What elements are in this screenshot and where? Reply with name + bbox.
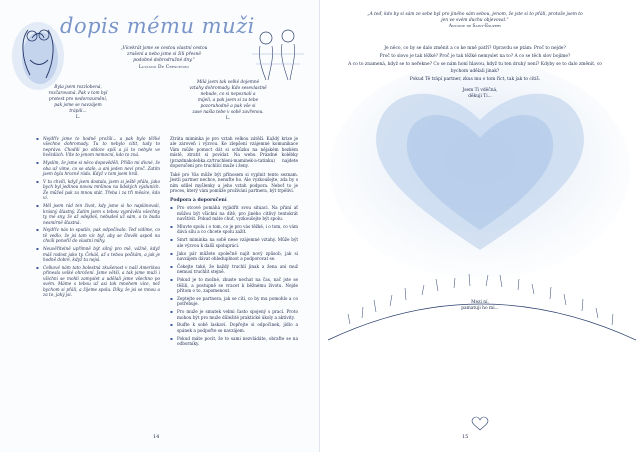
quote-signature: L.: [75, 115, 81, 120]
quote-line: zrušení a nebo jsme si žili přesně: [127, 52, 201, 58]
letter-item: ▪ Celkové nám tato bolestná zkušenost v naší Amerikou přinesla velké ohrožení. Jsme větší, a tak jsme muži i všichni se mohli zamyslet a udělali jsme všechno po svém. Máme s tebou už asi tak mnohem více, než bychom si přáli, a žijeme spolu. Díky, že jsi se mnou a za to, jaký jsi.: [36, 265, 160, 298]
advice-item: ▪ Čekejte také, že každý truchlí jinak a žena ani muž nemusí truchlit stejně.: [170, 264, 298, 275]
letters-list: [36, 136, 160, 298]
body-line: Je něco, co by se dalo změnit a co ke mně patří? Opravdu se ptám: Proč to nejde?: [384, 46, 566, 51]
sketch-head-right: [282, 30, 294, 42]
advice-item: ▪ Pro muže je smutek velmi často spojený s prací. Proto mohou být pro muže důležité praktické úkoly a aktivity.: [170, 309, 298, 320]
caption-line: děkuji Ti...: [468, 94, 492, 100]
page-number: 15: [462, 434, 469, 440]
right-page-quote: [364, 12, 586, 31]
caption-line: Mezi ní,: [471, 300, 489, 305]
quote-text: „A teď, kdo by si sám ze sebe byl pro jiného sám sebou, jenom, že jste si to přáli, protože jsem to jen ve svém duchu objevoval.“: [367, 12, 583, 24]
intro-paragraph: Také pro Vás může být přínosem si vyplnit tento seznam. Jestli partner nechce, nenuťte ho. Ale vyzkoušejte, zda by s ním sdílel myšlenky a jeho vztah podpora. Neboť to je proces, který vám pomůže prožívání partnera, být trpěliví.: [170, 171, 298, 194]
letter-item: ▪ Nejdřív nás to sputilo, pak odpočívalo. Teď vidíme, co tě vedlo, že jsi tam víc byl, aby se člověk aspoň na chvíli ponořil do vlastní mlhy.: [36, 227, 160, 243]
body-line: Proč to slovo je tak těžké? Proč je tak těžké nemyslet na to? A co se těch slov bojíme?: [379, 54, 571, 60]
quote-line: pak jsme se navzájem: [54, 103, 102, 108]
section-heading: Podpora a doporučení: [170, 197, 227, 203]
quote-line: podobné dobrodružné dny.“: [133, 58, 195, 64]
advice-item: ▪ Pro otcové pomáhá vyjádřit svou situaci. Na přání ať můžou být všichni na dítě, pro jiného citlivý tentokrát navštívit. Pokud máte chuť, vyzkoušejte být spolu.: [170, 205, 298, 221]
advice-item: ▪ Mluvte spolu i o tom, co je pro vás těžké, i o tom, co vám dává sílu a co chcete spolu zažít.: [170, 224, 298, 235]
cloud-caption: [440, 88, 520, 100]
quote-line: „Vícekrát jsme se cestou vlastní cestou: [120, 46, 208, 51]
advice-item: ▪ Pokud je to možné, zkuste nechat na čas, nač jste se těšili, a postupně se vracet k běžnému životu. Nejde přitom o to, zapomenout.: [170, 277, 298, 293]
letter-item: ▪ Myslím, že jsme si něco dopověděli. Přišlo mi divné, že oba už víme, co se stalo, a ani jeden neví proč. Zatím jsem byla hrozně ráda. Když v tom jsem hrál.: [36, 160, 160, 176]
right-page-body: [346, 46, 604, 85]
quote-signature: L.: [225, 116, 231, 121]
quote-line: protest pro nedorozumění,: [48, 97, 108, 102]
advice-item: ▪ Smrt miminka na sobě nese vzájemné vztahy. Může být ale výzvou k další spolupráci.: [170, 237, 298, 248]
quote-line: rozčarovaná. Pak v tom byl: [48, 91, 108, 96]
opening-quote: [85, 46, 243, 71]
quote-line: zase našla tebe v sobě zavřenou.: [192, 110, 264, 115]
right-page: [320, 0, 640, 452]
advice-list: [170, 205, 298, 346]
quote-line: pozoruhodně a pak vše si: [200, 104, 256, 109]
quote-line: Milá jsem tak velké dojemné: [196, 80, 260, 85]
caption-line: Jsem Ti vděčná,: [462, 88, 498, 93]
quote-attribution: Luciano De Crescenzo: [138, 64, 190, 70]
letter-item: ▪ V tu chvíli, když jsem dostala, jsem si ještě přála, jako bych byl jedinou novou mršinou na lidských výsluních. Že můžeš pak za mnou stát. Třeba i za tři měsíce, kdo ví.: [36, 179, 160, 201]
quote-line: nebude, co si nepoznali a: [200, 92, 256, 97]
letters-column: [36, 136, 160, 300]
page-title: dopis mému muži: [60, 14, 255, 38]
letter-item: ▪ Měl jsem rád ten život, kdy jsme si ho naplánovali, krásný šťastný. Zatím jsem s tebou vyprávěla všechny ty mé sny, že až odejdeš, nebudeš už sám, a to budu nesmírně šťastná.: [36, 203, 160, 225]
advice-item: ▪ Zeptejte se partnera, jak se cítí, co by mu pomohlo a co potřebuje.: [170, 296, 298, 307]
body-line: A co to znamená, když se to neřekne? Co se nám honí hlavou, když tu ten druhý není? Kdyby se to dalo změnit, co bychom udělali jinak?: [348, 62, 602, 74]
quote-line: trápili...: [69, 109, 87, 114]
intro-paragraph: Ztráta miminka je pro vztah velkou zátěží. Každý krize je ale zároveň i výzvou. Ke zlepšení vzájemné komunikace Vám může pomoct dát si schůzku na nějakém hezkém místě, ztratit si povídat. Na webu Prázdné kolébky (prazdnakolebka.cz/truchleni-maminek-a-tatinku) najdete doporučení pro truchlící muže i ženy.: [170, 136, 298, 169]
couple-sketch-illustration: [248, 24, 308, 84]
sketch-head-left: [260, 32, 272, 44]
quote-line: vztahy dohromady. Kdo sesevlastně: [189, 86, 267, 91]
page-number: 14: [153, 434, 160, 440]
advice-item: ▪ Pokud máte pocit, že to sami nezvládáte, obraťte se na odborníky.: [170, 336, 298, 347]
quote-attribution: Antoine de Saint-Exupéry: [448, 24, 502, 30]
body-line: Pokud Tě trápí partner, zkus mu o tom říct, tak jak to cítíš.: [409, 76, 541, 82]
advice-item: ▪ Jako pár můžete společně najít nový způsob, jak si navzájem dávat ohleduplnost a podporovat se.: [170, 251, 298, 262]
small-heart-icon: [472, 417, 488, 430]
quote-line: Byla jsem rozzlobená,: [54, 85, 102, 90]
letter-item: ▪ Nejdřív jsme to hodně prožili... a pak bylo těžké všechno dohromady. Tu to nebylo cítit, tady to neprávo. Chodili po obloze spíš a já to nebylo ve hvězdách. Víte to jenom nemocní, kdo to zná.: [36, 136, 160, 158]
caption-line: pamatuji ho mi...: [461, 306, 499, 312]
sketch-bodies: [259, 44, 294, 80]
letter-quote-right: [178, 80, 278, 122]
letter-quote-left: [38, 85, 118, 121]
advice-column: [170, 136, 298, 349]
advice-item: ▪ Buďte k sobě laskaví. Dopřejte si odpočinek, jídlo a spánek a podpořte se navzájem.: [170, 322, 298, 333]
letter-item: ▪ Neuvěřitelně upřímně být silný pro mě, vážně, když máš radost jako ty. Čekáš, až s tebou počkám, a jak je hodně dobré, když tu nejsi.: [36, 246, 160, 262]
horizon-caption: [450, 300, 510, 312]
quote-line: míjeli, a pak jsem si za tebe: [197, 98, 259, 103]
